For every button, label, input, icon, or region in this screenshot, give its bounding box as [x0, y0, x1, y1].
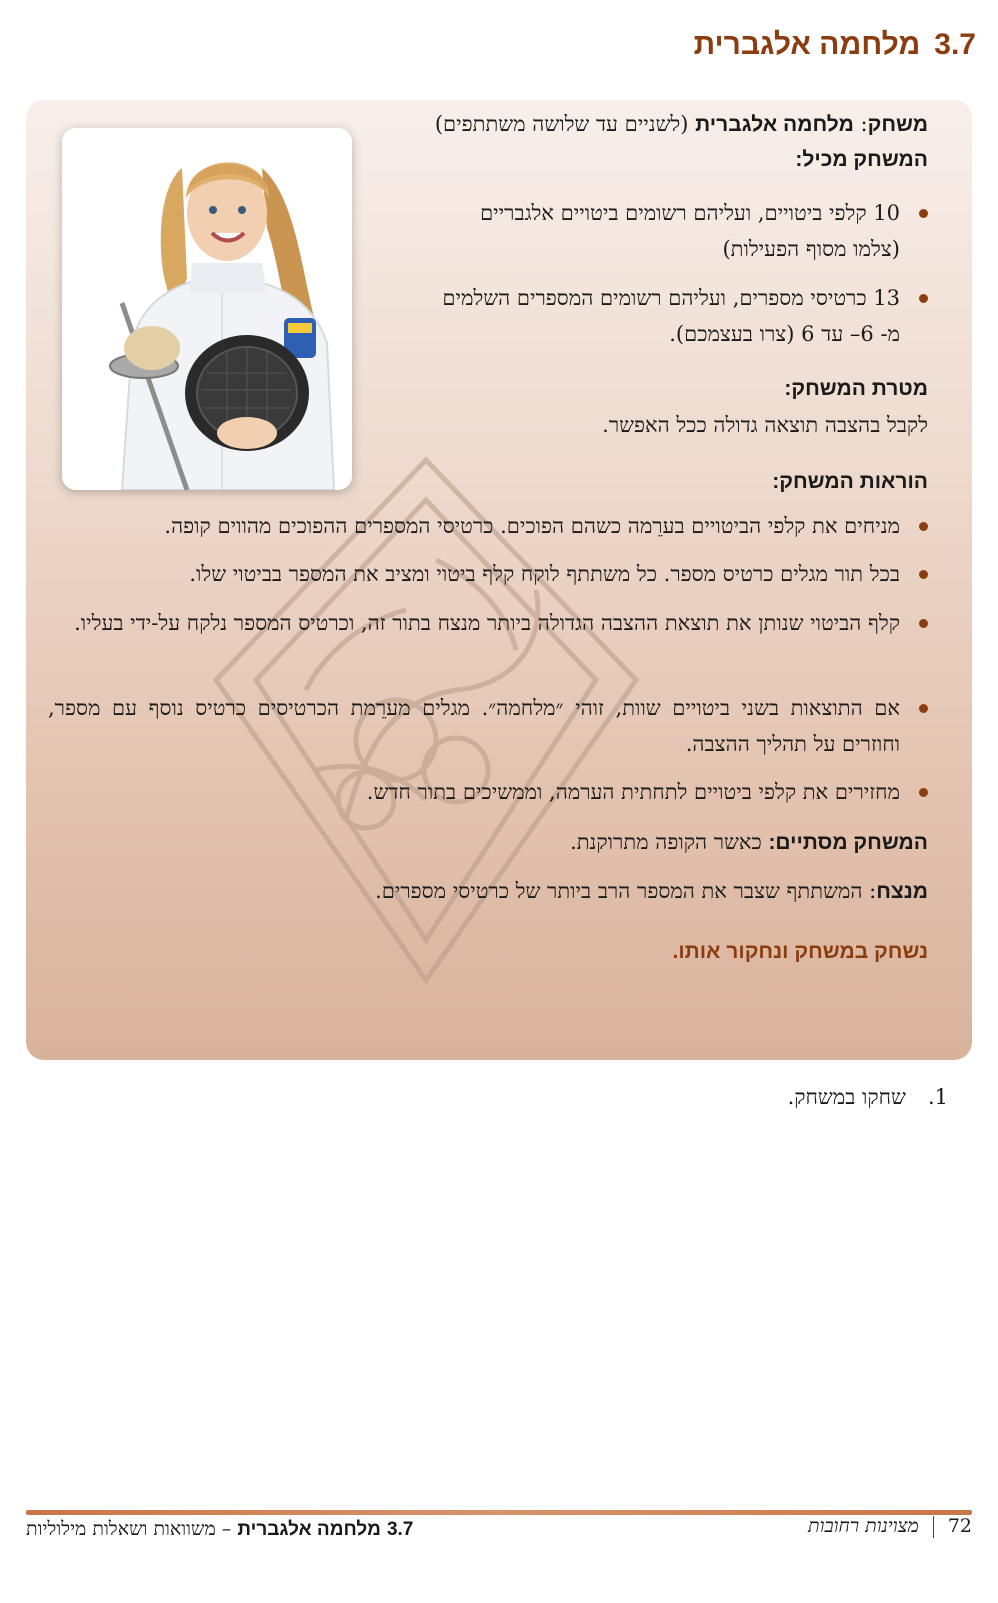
game-name-line: משחק: מלחמה אלגברית (לשניים עד שלושה משתתפים) — [434, 112, 928, 136]
footer-chapter: – משוואות ושאלות מילוליות — [26, 1518, 232, 1540]
page-number: 72 — [947, 1515, 972, 1537]
rule-text: מחזירים את קלפי ביטויים לתחתית הערמה, וממשיכים בתור חדש. — [366, 780, 900, 804]
list-item — [48, 508, 928, 544]
call-to-action: נשחק במשחק ונחקור אותו. — [672, 940, 928, 963]
contains-line: מ- 6– עד 6 (צרו בעצמכם). — [669, 322, 900, 346]
footer-section-title: מלחמה אלגברית — [237, 1519, 381, 1540]
fencer-photo — [62, 128, 352, 490]
list-item — [48, 605, 928, 641]
bullet-icon — [919, 294, 928, 303]
game-players-note: (לשניים עד שלושה משתתפים) — [434, 112, 689, 136]
game-box — [26, 100, 972, 1060]
contains-line: (צלמו מסוף הפעילות) — [722, 237, 900, 261]
winner-line: מנצח: המשתתף שצבר את המספר הרב ביותר של כרטיסי מספרים. — [375, 879, 928, 903]
rule-text: אם התוצאות בשני ביטויים שוות, זוהי ״מלחמה״. מגלים מערֵמת הכרטיסים כרטיס נוסף עם מספר, וחוזרים על תהליך ההצבה. — [48, 696, 900, 756]
contains-label: המשחק מכיל: — [795, 148, 928, 171]
game-name: מלחמה אלגברית — [695, 113, 854, 136]
list-item — [368, 280, 928, 352]
section-number: 3.7 — [934, 28, 976, 61]
bullet-icon — [919, 788, 928, 797]
list-item — [48, 690, 928, 762]
footer-right — [808, 1515, 972, 1538]
goal-label: מטרת המשחק: — [784, 377, 928, 400]
winner-label: מנצח — [876, 880, 928, 903]
fencer-illustration — [62, 128, 352, 490]
question-text: שחקו במשחק. — [787, 1085, 906, 1109]
list-item — [48, 556, 928, 592]
contains-line: 10 קלפי ביטויים, ועליהם רשומים ביטויים אלגבריים — [480, 201, 900, 225]
rule-text: בכל תור מגלים כרטיס מספר. כל משתתף לוקח קלף ביטוי ומציב את המספר בביטוי שלו. — [189, 562, 900, 586]
book-title: מצוינות רחובות — [808, 1515, 919, 1537]
section-title-text: מלחמה אלגברית — [693, 28, 921, 61]
rule-text: קלף הביטוי שנותן את תוצאת ההצבה הגדולה ביותר מנצח בתור זה, וכרטיס המספר נלקח על-ידי בעליו. — [74, 611, 900, 635]
rules-label: הוראות המשחק: — [772, 470, 928, 493]
contains-line: 13 כרטיסי מספרים, ועליהם רשומים המספרים השלמים — [442, 286, 900, 310]
footer-separator — [933, 1516, 934, 1538]
footer-section-number: 3.7 — [386, 1519, 414, 1540]
bullet-icon — [919, 522, 928, 531]
bullet-icon — [919, 619, 928, 628]
rule-text: מניחים את קלפי הביטויים בערֵמה כשהם הפוכים. כרטיסי המספרים ההפוכים מהווים קופה. — [164, 514, 900, 538]
section-title — [694, 28, 976, 62]
bullet-icon — [919, 209, 928, 218]
list-item — [368, 195, 928, 267]
list-item — [48, 774, 928, 810]
game-end-line — [570, 830, 928, 855]
winner-text: המשתתף שצבר את המספר הרב ביותר של כרטיסי מספרים. — [375, 879, 863, 903]
game-label: משחק — [867, 113, 928, 136]
bullet-icon — [919, 570, 928, 579]
goal-text: לקבל בהצבה תוצאה גדולה ככל האפשר. — [602, 413, 928, 437]
question-1 — [788, 1085, 948, 1110]
question-number: 1. — [927, 1085, 948, 1109]
footer-left — [26, 1518, 413, 1541]
end-label: המשחק מסתיים: — [768, 831, 928, 854]
bullet-icon — [919, 704, 928, 713]
end-text: כאשר הקופה מתרוקנת. — [570, 830, 762, 854]
